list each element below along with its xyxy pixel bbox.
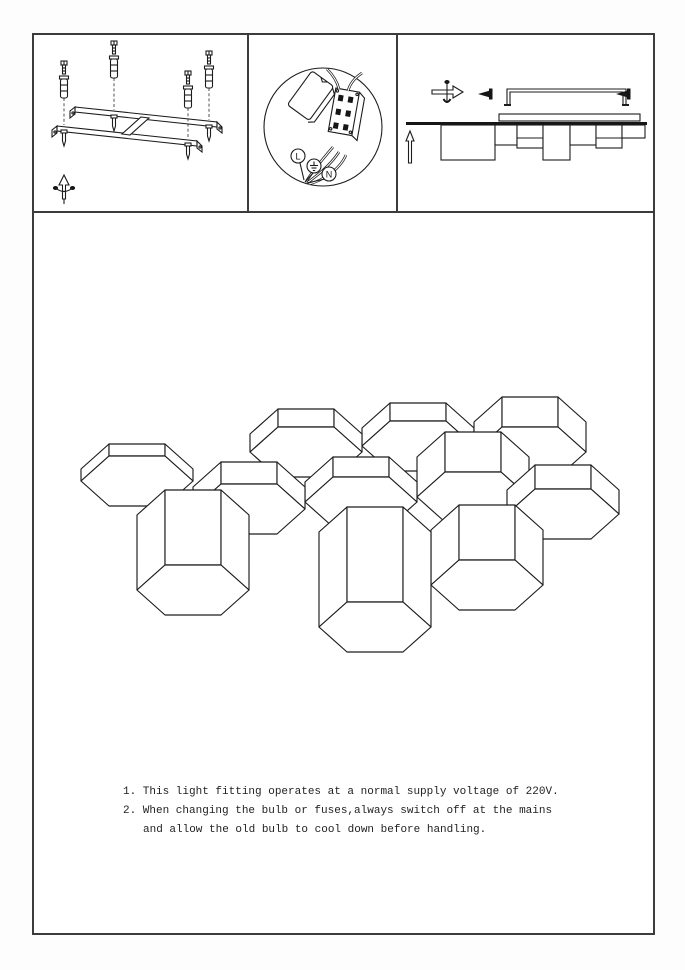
cover-plate-icon <box>286 71 338 125</box>
neutral-label: N <box>325 169 333 180</box>
wall-anchor-assembly <box>110 41 119 131</box>
bracket-parts-drawing <box>34 35 247 211</box>
panel-ceiling-mounting <box>398 35 653 211</box>
ceiling-mounting-drawing <box>398 35 653 211</box>
panel-bracket-parts <box>34 35 249 211</box>
instruction-sheet-frame <box>32 33 655 935</box>
wall-anchor-assembly <box>205 51 214 141</box>
lamp-side-view <box>441 125 645 160</box>
wiring-detail-drawing <box>249 35 396 211</box>
rotate-screw-icon <box>53 175 75 204</box>
mounting-bracket <box>52 107 222 152</box>
live-label: L <box>295 151 301 162</box>
screw-icon <box>478 89 493 100</box>
panel-wiring-detail <box>249 35 398 211</box>
note-line: 1. This light fitting operates at a normal supply voltage of 220V. <box>123 786 559 798</box>
safety-notes <box>123 783 603 840</box>
steps-row <box>34 35 653 213</box>
note-line: and allow the old bulb to cool down before handling. <box>143 824 487 836</box>
wall-anchor-assembly <box>60 61 69 146</box>
rotate-screw-icon <box>432 80 463 103</box>
note-line: 2. When changing the bulb or fuses,always switch off at the mains <box>123 805 553 817</box>
push-up-arrow-icon <box>406 131 414 163</box>
wall-anchor-assembly <box>184 71 193 159</box>
base-plate <box>499 114 640 121</box>
panel-product-drawing <box>34 213 653 933</box>
mounting-bracket-icon <box>504 89 629 105</box>
